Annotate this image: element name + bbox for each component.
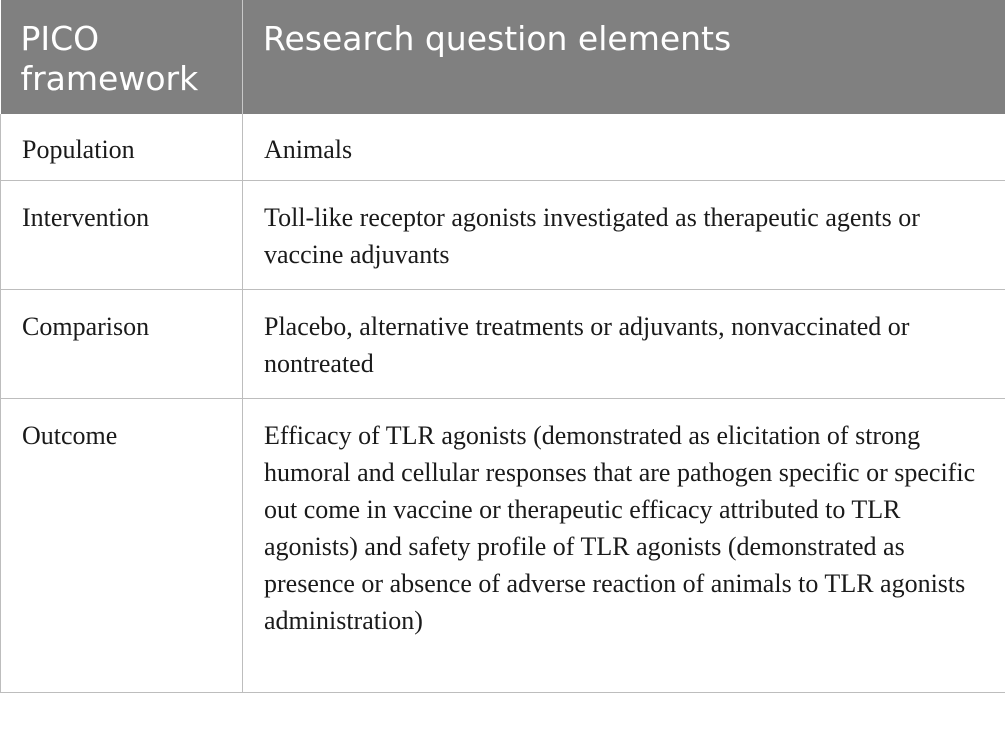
row-label-comparison: Comparison	[1, 290, 243, 399]
row-value-outcome: Efficacy of TLR agonists (demonstrated as elicitation of strong humoral and cellular responses that are pathogen specific or specific out come in vaccine or therapeutic efficacy attributed to TLR agonists) and safety profile of TLR agonists (demonstrated as presence or absence of adverse reaction of animals to TLR agonists administration)	[243, 399, 1005, 693]
row-label-outcome: Outcome	[1, 399, 243, 693]
table-header	[1, 0, 1005, 114]
table-body	[1, 114, 1005, 693]
header-row	[1, 0, 1005, 114]
row-label-population: Population	[1, 114, 243, 181]
table-row	[1, 290, 1005, 399]
header-research-question-elements: Research question elements	[243, 0, 1005, 114]
row-label-intervention: Intervention	[1, 181, 243, 290]
table-row	[1, 399, 1005, 693]
header-pico-framework: PICO framework	[1, 0, 243, 114]
row-value-population: Animals	[243, 114, 1005, 181]
row-value-intervention: Toll-like receptor agonists investigated as therapeutic agents or vaccine adjuvants	[243, 181, 1005, 290]
table-row	[1, 114, 1005, 181]
table-row	[1, 181, 1005, 290]
row-value-comparison: Placebo, alternative treatments or adjuvants, nonvaccinated or nontreated	[243, 290, 1005, 399]
